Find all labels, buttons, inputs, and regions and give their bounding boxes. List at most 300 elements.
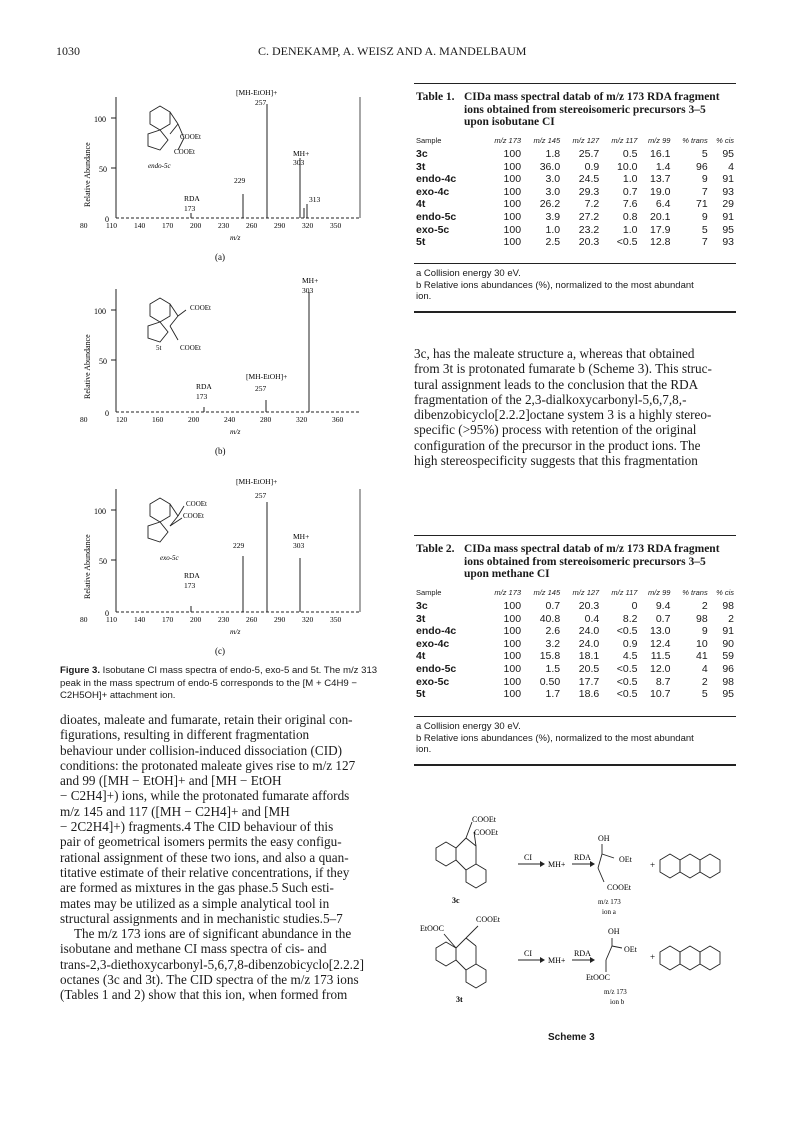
svg-text:110: 110 <box>106 221 117 230</box>
value-cell: 25.7 <box>578 148 600 160</box>
value-cell: 7 <box>701 185 708 198</box>
column-header: m/z 127 <box>572 587 600 597</box>
column-header: m/z 173 <box>494 587 522 597</box>
structure-label: COOEt <box>180 133 201 141</box>
peak-label: 313 <box>309 195 321 204</box>
peak-label: 173 <box>184 581 196 590</box>
structure-label: COOEt <box>183 512 204 520</box>
value-cell: 100 <box>503 637 522 650</box>
table-header-row <box>416 586 734 600</box>
table-header-row <box>416 134 734 148</box>
spectrum-a <box>80 88 360 262</box>
value-cell: 0 <box>631 600 638 612</box>
text-line: dibenzobicyclo[2.2.2]octane system 3 is a highly stereo- <box>414 407 712 423</box>
value-cell: <0.5 <box>616 236 638 249</box>
svg-text:320: 320 <box>296 415 308 424</box>
svg-text:170: 170 <box>162 221 174 230</box>
svg-text:COOEt: COOEt <box>474 828 498 837</box>
x-ticks <box>80 221 342 230</box>
value-cell: 59 <box>722 650 734 663</box>
value-cell: 1.0 <box>622 223 638 236</box>
sample-cell: endo-5c <box>416 210 457 223</box>
value-cell: 0.7 <box>545 600 561 612</box>
left-column-text <box>60 712 388 1003</box>
svg-text:290: 290 <box>274 615 286 624</box>
value-cell: 15.8 <box>539 650 561 663</box>
text-line: − C2H4]+) ions, while the protonated fumarate affords <box>60 788 350 804</box>
column-header: Sample <box>416 587 442 597</box>
table-row <box>416 688 734 701</box>
sample-cell: endo-4c <box>416 173 457 186</box>
ytick: 0 <box>105 409 109 418</box>
table-1-caption: Table 1. CIDa mass spectral datab of m/z 173 RDA fragment ions obtained from stereoisomeric precursors 3–5 upon isobutane CI <box>416 91 720 128</box>
svg-text:280: 280 <box>260 415 272 424</box>
peak-label: RDA <box>184 194 200 203</box>
table-row <box>416 211 734 224</box>
structure-label: COOEt <box>190 304 211 312</box>
scheme-3 <box>414 808 744 1018</box>
table-2-rule <box>414 716 736 717</box>
value-cell: 9 <box>701 173 708 186</box>
table-2-bottom-rule <box>414 764 736 766</box>
column-header: Sample <box>416 135 442 145</box>
svg-text:140: 140 <box>134 221 146 230</box>
text-line: from 3t is protonated fumarate b (Scheme 3). This struc- <box>414 361 712 377</box>
svg-text:OH: OH <box>608 927 620 936</box>
peak-label: MH+ <box>293 149 310 158</box>
running-title: C. DENEKAMP, A. WEISZ AND A. MANDELBAUM <box>258 44 527 58</box>
value-cell: 100 <box>503 210 522 223</box>
value-cell: 4 <box>728 160 734 173</box>
svg-text:350: 350 <box>330 615 342 624</box>
table-row <box>416 638 734 651</box>
value-cell: 0.5 <box>622 148 638 160</box>
column-header: % trans <box>682 135 708 145</box>
value-cell: 1.0 <box>545 223 561 236</box>
x-ticks <box>80 615 342 624</box>
peak-label: 173 <box>184 204 196 213</box>
svg-text:170: 170 <box>162 615 174 624</box>
panel-label: (a) <box>215 252 225 262</box>
ytick: 0 <box>105 609 109 618</box>
y-axis-label: Relative Abundance <box>83 534 92 599</box>
peak-label: 303 <box>302 286 314 295</box>
peak-label: 229 <box>234 176 246 185</box>
text-line: (Tables 1 and 2) show that this ion, when formed from <box>60 987 348 1003</box>
value-cell: 4 <box>701 662 708 675</box>
value-cell: 0.9 <box>622 637 638 650</box>
value-cell: 24.5 <box>578 173 600 186</box>
text-line: dioates, maleate and fumarate, retain their original con- <box>60 712 353 727</box>
value-cell: 0.8 <box>622 210 638 223</box>
svg-text:320: 320 <box>302 615 314 624</box>
column-header: % trans <box>682 587 708 597</box>
value-cell: 10 <box>696 637 708 650</box>
text-line: configuration of the precursor in the product ions. The <box>414 437 701 453</box>
text-line: trans-2,3-diethoxycarbonyl-5,6,7,8-dibenzobicyclo[2.2.2] <box>60 956 364 972</box>
value-cell: 100 <box>503 612 522 625</box>
table-row <box>416 148 734 161</box>
sample-cell: 3c <box>416 600 428 612</box>
peak-label: 257 <box>255 491 267 500</box>
value-cell: 18.6 <box>578 688 600 701</box>
value-cell: 98 <box>722 675 734 688</box>
value-cell: 11.5 <box>650 650 671 663</box>
value-cell: 10.0 <box>617 160 638 173</box>
value-cell: 2 <box>701 600 708 612</box>
compound-label: endo-5c <box>148 162 171 170</box>
svg-text:COOEt: COOEt <box>607 883 631 892</box>
svg-text:350: 350 <box>330 221 342 230</box>
svg-text:OH: OH <box>598 834 610 843</box>
panel-label: (b) <box>215 446 226 456</box>
compound-label: 3c <box>452 896 460 905</box>
page-number: 1030 <box>56 44 80 58</box>
svg-text:CI: CI <box>524 949 532 958</box>
value-cell: 100 <box>503 160 522 173</box>
table-row <box>416 600 734 613</box>
svg-text:260: 260 <box>246 615 258 624</box>
table-row <box>416 613 734 626</box>
table-row <box>416 173 734 186</box>
figure-caption-text: Isobutane CI mass spectra of endo-5, exo-5 and 5t. The m/z 313 peak in the mass spectrum of endo-5 corresponds to the [M + C4H9 − C2H5OH]+ attachment ion. <box>60 665 378 701</box>
structure-3t <box>436 926 486 988</box>
text-line: high stereospecificity suggests that this fragmentation <box>414 453 698 469</box>
value-cell: 100 <box>503 185 522 198</box>
value-cell: 4.5 <box>622 650 638 663</box>
structure-label: COOEt <box>186 500 207 508</box>
text-line: m/z 145 and 117 ([MH − C2H4]+ and [MH <box>60 803 290 819</box>
value-cell: 71 <box>696 198 708 211</box>
value-cell: 16.1 <box>650 148 671 160</box>
value-cell: 17.7 <box>578 675 600 688</box>
text-line: pair of geometrical isomers permits the easy configu- <box>60 834 342 850</box>
value-cell: <0.5 <box>616 675 638 688</box>
table-2-caption: Table 2. CIDa mass spectral datab of m/z 173 RDA fragment ions obtained from stereoisomeric precursors 3–5 upon methane CI <box>416 543 720 580</box>
svg-text:MH+: MH+ <box>548 956 566 965</box>
table-2-top-rule <box>414 535 736 536</box>
svg-text:80: 80 <box>80 221 88 230</box>
svg-text:110: 110 <box>106 615 117 624</box>
x-axis-label: m/z <box>230 233 241 242</box>
peak-label: MH+ <box>293 532 310 541</box>
svg-text:200: 200 <box>188 415 200 424</box>
svg-text:260: 260 <box>246 221 258 230</box>
value-cell: 7 <box>701 236 708 249</box>
peak-label: [MH-EtOH]+ <box>236 477 278 486</box>
svg-text:m/z 173: m/z 173 <box>604 988 627 996</box>
ytick: 100 <box>94 307 106 316</box>
structure-label: COOEt <box>180 344 201 352</box>
column-header: % cis <box>716 135 734 145</box>
value-cell: 100 <box>503 688 522 701</box>
svg-text:230: 230 <box>218 615 230 624</box>
value-cell: 5 <box>701 148 708 160</box>
y-axis-label: Relative Abundance <box>83 334 92 399</box>
table-row <box>416 625 734 638</box>
compound-label: exo-5c <box>160 554 179 562</box>
value-cell: 3.9 <box>545 210 561 223</box>
svg-text:290: 290 <box>274 221 286 230</box>
value-cell: 10.7 <box>650 688 671 701</box>
text-line: specific (>95%) process with retention of the original <box>414 422 697 438</box>
value-cell: 1.5 <box>545 662 561 675</box>
table-row <box>416 224 734 237</box>
text-line: 3c, has the maleate structure a, whereas that obtained <box>414 346 695 361</box>
value-cell: 24.0 <box>578 637 600 650</box>
value-cell: 3.2 <box>545 637 561 650</box>
svg-text:320: 320 <box>302 221 314 230</box>
svg-text:COOEt: COOEt <box>472 815 496 824</box>
value-cell: <0.5 <box>616 625 638 638</box>
svg-text:EtOOC: EtOOC <box>420 924 444 933</box>
sample-cell: 5t <box>416 688 426 701</box>
table-row <box>416 663 734 676</box>
value-cell: 20.5 <box>578 662 600 675</box>
value-cell: 0.7 <box>655 612 671 625</box>
value-cell: 3.0 <box>545 173 561 186</box>
value-cell: 20.1 <box>650 210 671 223</box>
value-cell: 90 <box>722 637 734 650</box>
peak-label: 303 <box>293 541 305 550</box>
value-cell: 93 <box>722 236 734 249</box>
svg-text:200: 200 <box>190 615 202 624</box>
value-cell: 36.0 <box>539 160 561 173</box>
peak-label: RDA <box>184 571 200 580</box>
svg-text:120: 120 <box>116 415 128 424</box>
figure-3-caption <box>60 665 390 703</box>
value-cell: 18.1 <box>578 650 600 663</box>
svg-text:COOEt: COOEt <box>476 915 500 924</box>
table-row <box>416 236 734 249</box>
value-cell: 0.7 <box>622 185 638 198</box>
text-line: structural assignments and in mechanistic studies.5–7 <box>60 910 343 926</box>
table-row <box>416 198 734 211</box>
right-column-text <box>414 346 736 468</box>
value-cell: 40.8 <box>539 612 561 625</box>
svg-text:RDA: RDA <box>574 949 591 958</box>
table-1-footnotes: a Collision energy 30 eV. b Relative ions abundances (%), normalized to the most abundant ion. <box>416 268 694 302</box>
column-header: m/z 117 <box>611 135 638 145</box>
ytick: 50 <box>99 357 107 366</box>
value-cell: 0.4 <box>584 612 600 625</box>
svg-text:200: 200 <box>190 221 202 230</box>
svg-text:+: + <box>650 860 656 870</box>
value-cell: 3.0 <box>545 185 561 198</box>
column-header: m/z 99 <box>647 587 671 597</box>
y-axis-label: Relative Abundance <box>83 142 92 207</box>
svg-text:ion a: ion a <box>602 908 616 916</box>
table-label: Table 2. <box>416 543 455 555</box>
value-cell: 27.2 <box>578 210 600 223</box>
peak-label: 303 <box>293 158 305 167</box>
ytick: 0 <box>105 215 109 224</box>
text-line: isobutane and methane CI mass spectra of cis- and <box>60 941 327 957</box>
text-line: figurations, resulting in different fragmentation <box>60 727 310 743</box>
value-cell: 20.3 <box>578 600 600 612</box>
value-cell: 95 <box>722 688 734 701</box>
value-cell: 9 <box>701 625 708 638</box>
svg-text:140: 140 <box>134 615 146 624</box>
table-2 <box>416 586 734 701</box>
sample-cell: exo-4c <box>416 185 450 198</box>
value-cell: 96 <box>722 662 734 675</box>
ion-b-structure <box>606 938 622 972</box>
value-cell: 100 <box>503 236 522 249</box>
table-row <box>416 676 734 689</box>
text-line: mates may be utilized as a simple analytical tool in <box>60 895 330 911</box>
structure-5t <box>148 298 186 342</box>
value-cell: 100 <box>503 650 522 663</box>
value-cell: <0.5 <box>616 688 638 701</box>
svg-text:230: 230 <box>218 221 230 230</box>
table-1-top-rule <box>414 83 736 84</box>
value-cell: 95 <box>722 223 734 236</box>
svg-text:80: 80 <box>80 415 88 424</box>
compound-label: 5t <box>156 344 162 352</box>
sample-cell: exo-5c <box>416 675 450 688</box>
sample-cell: 3c <box>416 148 428 160</box>
value-cell: 17.9 <box>650 223 671 236</box>
value-cell: 2.5 <box>545 236 561 249</box>
table-row <box>416 161 734 174</box>
value-cell: 7.6 <box>622 198 638 211</box>
table-1-rule <box>414 263 736 264</box>
value-cell: 41 <box>696 650 708 663</box>
svg-text:ion b: ion b <box>610 998 625 1006</box>
value-cell: 100 <box>503 173 522 186</box>
value-cell: 96 <box>696 160 708 173</box>
spectrum-c <box>80 477 360 656</box>
value-cell: 91 <box>722 210 734 223</box>
value-cell: 100 <box>503 198 522 211</box>
column-header: m/z 145 <box>533 587 561 597</box>
compound-label: 3t <box>456 995 463 1004</box>
column-header: m/z 173 <box>494 135 522 145</box>
svg-text:360: 360 <box>332 415 344 424</box>
value-cell: 24.0 <box>578 625 600 638</box>
peak-label: [MH-EtOH]+ <box>246 372 288 381</box>
svg-text:+: + <box>650 952 656 962</box>
ytick: 100 <box>94 507 106 516</box>
table-1-bottom-rule <box>414 311 736 313</box>
peak-label: 257 <box>255 384 267 393</box>
structure-label: COOEt <box>174 148 195 156</box>
value-cell: 100 <box>503 662 522 675</box>
value-cell: 98 <box>722 600 734 612</box>
column-header: m/z 145 <box>533 135 561 145</box>
value-cell: 1.0 <box>622 173 638 186</box>
table-2-grid <box>416 586 734 701</box>
value-cell: 91 <box>722 625 734 638</box>
table-1-grid <box>416 134 734 249</box>
sample-cell: 5t <box>416 236 426 249</box>
column-header: m/z 127 <box>572 135 600 145</box>
value-cell: 100 <box>503 148 522 160</box>
ion-a-structure <box>598 844 614 882</box>
table-row <box>416 186 734 199</box>
value-cell: 8.7 <box>655 675 671 688</box>
peak-label: 257 <box>255 98 267 107</box>
column-header: m/z 117 <box>611 587 638 597</box>
text-line: and 99 ([MH − EtOH]+ and [MH − EtOH <box>60 773 282 789</box>
text-line: behaviour under collision-induced dissociation (CID) <box>60 742 342 758</box>
svg-text:80: 80 <box>80 615 88 624</box>
ytick: 100 <box>94 115 106 124</box>
peak-label: 173 <box>196 392 208 401</box>
table-label: Table 1. <box>416 91 455 103</box>
value-cell: 0.9 <box>584 160 600 173</box>
text-line: tural assignment leads to the conclusion that the RDA <box>414 376 699 392</box>
ytick: 50 <box>99 165 107 174</box>
sample-cell: 4t <box>416 650 426 663</box>
column-header: % cis <box>716 587 734 597</box>
text-line: conditions: the protonated maleate gives rise to m/z 127 <box>60 757 356 773</box>
text-line: The m/z 173 ions are of significant abundance in the <box>74 926 352 942</box>
value-cell: 12.0 <box>650 662 671 675</box>
value-cell: 100 <box>503 675 522 688</box>
value-cell: 98 <box>696 612 708 625</box>
value-cell: 93 <box>722 185 734 198</box>
svg-text:CI: CI <box>524 853 532 862</box>
text-line: fragmentation of the 2,3-dialkoxycarbonyl-5,6,7,8,- <box>414 391 687 407</box>
sample-cell: endo-4c <box>416 625 457 638</box>
peak-label: RDA <box>196 382 212 391</box>
x-ticks <box>80 415 344 424</box>
value-cell: 9 <box>701 210 708 223</box>
peak-label: MH+ <box>302 276 319 285</box>
x-axis-label: m/z <box>230 627 241 636</box>
table-2-footnotes: a Collision energy 30 eV. b Relative ions abundances (%), normalized to the most abundant ion. <box>416 721 694 755</box>
value-cell: 100 <box>503 223 522 236</box>
value-cell: 29.3 <box>578 185 600 198</box>
text-line: octanes (3c and 3t). The CID spectra of the m/z 173 ions <box>60 972 359 988</box>
value-cell: 9.4 <box>655 600 671 612</box>
value-cell: 29 <box>722 198 734 211</box>
table-1 <box>416 134 734 249</box>
value-cell: 26.2 <box>539 198 561 211</box>
svg-text:OEt: OEt <box>624 945 637 954</box>
text-line: are formed as mixtures in the gas phase.5 Such esti- <box>60 880 334 896</box>
structure-endo-5c <box>148 106 184 150</box>
value-cell: 100 <box>503 625 522 638</box>
value-cell: 13.7 <box>650 173 671 186</box>
sample-cell: 3t <box>416 160 426 173</box>
value-cell: 5 <box>701 223 708 236</box>
value-cell: 7.2 <box>584 198 600 211</box>
spectrum-b <box>80 276 360 456</box>
svg-text:RDA: RDA <box>574 853 591 862</box>
value-cell: 0.50 <box>539 675 561 688</box>
value-cell: 91 <box>722 173 734 186</box>
scheme-3-caption: Scheme 3 <box>548 1032 595 1043</box>
sample-cell: 3t <box>416 612 426 625</box>
table-row <box>416 650 734 663</box>
value-cell: 2 <box>701 675 708 688</box>
value-cell: 5 <box>701 688 708 701</box>
peak-label: [MH-EtOH]+ <box>236 88 278 97</box>
value-cell: 12.8 <box>650 236 671 249</box>
figure-label: Figure 3. <box>60 665 100 676</box>
text-line: rational assignment of these two ions, and also a quan- <box>60 849 349 865</box>
x-axis-label: m/z <box>230 427 241 436</box>
value-cell: <0.5 <box>616 662 638 675</box>
text-line: titative estimate of their relative concentrations, if they <box>60 864 350 880</box>
text-line: − 2C2H4]+) fragments.4 The CID behaviour of this <box>60 819 334 835</box>
sample-cell: endo-5c <box>416 662 457 675</box>
value-cell: 2 <box>728 612 734 625</box>
ytick: 50 <box>99 557 107 566</box>
